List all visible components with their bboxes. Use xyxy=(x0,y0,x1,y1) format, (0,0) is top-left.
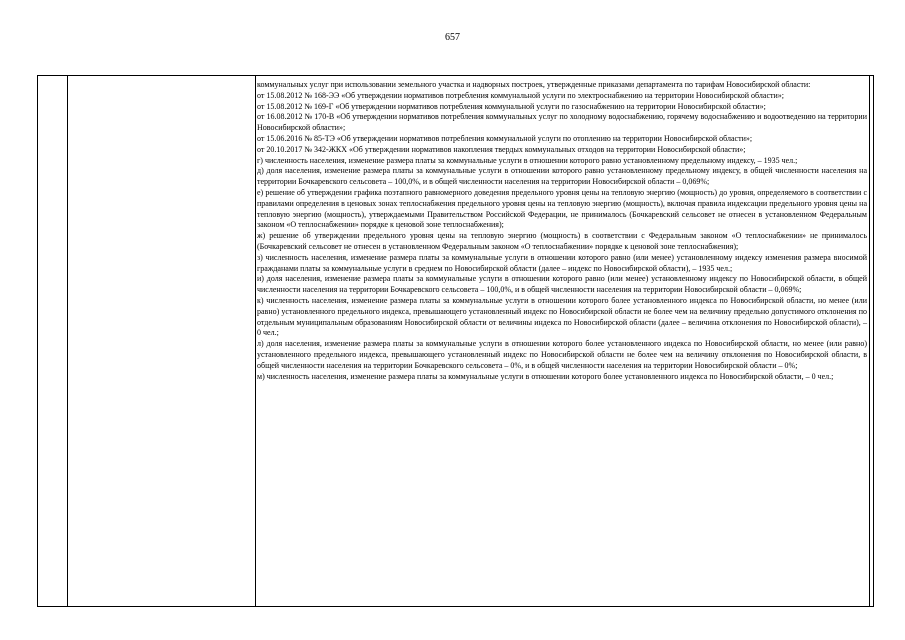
paragraph: от 15.08.2012 № 169-Г «Об утверждении нормативов потребления коммунальной услуги по газоснабжению на территории Новосибирской области»; xyxy=(257,101,766,111)
paragraph: м) численность населения, изменение размера платы за коммунальные услуги в отношении которого более установленного индекса по Новосибирской области, – 0 чел.; xyxy=(257,371,834,381)
column-divider xyxy=(255,76,256,606)
paragraph: д) доля населения, изменение размера платы за коммунальные услуги в отношении которого равно установленному предельному индексу, в общей численности населения на территории Бочкаревского сельсовета – 100,0%, и в общей численности населения на территории Новосибирской области – 0,069%; xyxy=(257,166,867,187)
paragraph: и) доля населения, изменение размера платы за коммунальные услуги в отношении которого равно (или менее) установленному индексу по Новосибирской области, в общей численности населения на территории Бочкаревского сельсовета – 100,0%, и в общей численности населения на территории Новосибирской области – 0,069%; xyxy=(257,274,867,295)
paragraph: от 20.10.2017 № 342-ЖКХ «Об утверждении нормативов накопления твердых коммунальных отходов на территории Новосибирской области»; xyxy=(257,144,746,154)
paragraph: л) доля населения, изменение размера платы за коммунальные услуги в отношении которого более установленного индекса по Новосибирской области, но менее (или равно) установленного предельного индекса, превышающего установленный индекс по Новосибирской области не более чем на величину отклонения по Новосибирской области, в общей численности населения на территории Бочкаревского сельсовета – 0%, и в общей численности населения на территории Новосибирской области – 0%; xyxy=(257,339,867,370)
paragraph: г) численность населения, изменение размера платы за коммунальные услуги в отношении которого равно установленному предельному индексу, – 1935 чел.; xyxy=(257,155,798,165)
paragraph: ж) решение об утверждении предельного уровня цены на тепловую энергию (мощность) в соответствии с Федеральным законом «О теплоснабжении» не принималось (Бочкаревский сельсовет не отнесен в установленном Федеральным законом «О теплоснабжении» порядке к ценовой зоне теплоснабжения); xyxy=(257,231,867,251)
paragraph: з) численность населения, изменение размера платы за коммунальные услуги в отношении которого равно (или менее) установленному индексу изменения размера вносимой гражданами платы за коммунальные услуги в среднем по Новосибирской области (далее – индекс по Новосибирской области), – 1935 чел.; xyxy=(257,252,867,273)
document-table xyxy=(37,75,874,607)
paragraph: от 16.08.2012 № 170-В «Об утверждении нормативов потребления коммунальных услуг по холодному водоснабжению, горячему водоснабжению и водоотведению на территории Новосибирской области»; xyxy=(257,112,867,133)
paragraph: коммунальных услуг при использовании земельного участка и надворных построек, утвержденные приказами департамента по тарифам Новосибирской области: xyxy=(257,80,811,89)
page-number: 657 xyxy=(445,32,460,43)
paragraph: к) численность населения, изменение размера платы за коммунальные услуги в отношении которого более установленного индекса по Новосибирской области, но менее (или равно) установленного предельного индекса, превышающего установленный индекс по Новосибирской области не более чем на величину предельно допустимого отклонения по отдельным муниципальным образованиям Новосибирской области от величины индекса по Новосибирской области (далее – величина отклонения по Новосибирской области), – 0 чел.; xyxy=(257,295,867,338)
paragraph: от 15.06.2016 № 85-ТЭ «Об утверждении нормативов потребления коммунальной услуги по отоплению на территории Новосибирской области»; xyxy=(257,133,753,143)
column-divider xyxy=(869,76,870,606)
table-text-cell xyxy=(257,80,867,382)
paragraph: от 15.08.2012 № 168-ЭЭ «Об утверждении нормативов потребления коммунальной услуги по электроснабжению на территории Новосибирской области»; xyxy=(257,90,785,100)
paragraph: е) решение об утверждении графика поэтапного равномерного доведения предельного уровня цены на тепловую энергию (мощность) до уровня, определяемого в соответствии с правилами определения в ценовых зонах теплоснабжения предельного уровня цены на тепловую энергию (мощность), включая правила индексации предельного уровня цены на тепловую энергию (мощность), утверждаемыми Правительством Российской Федерации, не принималось (Бочкаревский сельсовет не отнесен в установленном Федеральным законом «О теплоснабжении» порядке к ценовой зоне теплоснабжения); xyxy=(257,187,867,230)
column-divider xyxy=(67,76,68,606)
